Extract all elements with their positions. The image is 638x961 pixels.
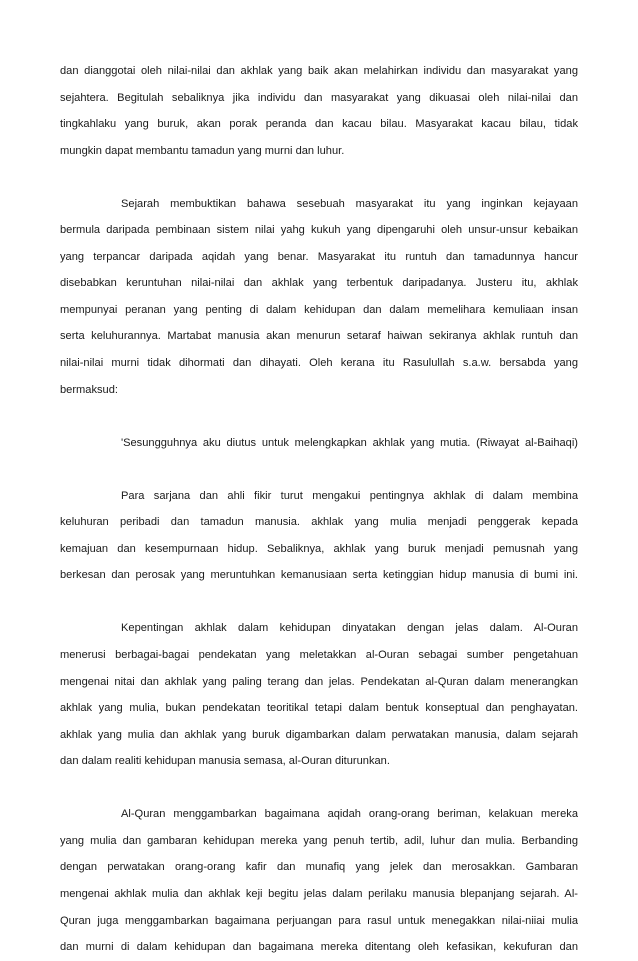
paragraph	[60, 801, 578, 960]
text-line: akhlak yang mulia dan akhlak yang buruk digambarkan dalam perwatakan manusia, dalam sejarah	[60, 728, 578, 741]
text-line: Al-Quran menggambarkan bagaimana aqidah orang-orang beriman, kelakuan mereka	[121, 808, 578, 821]
text-line: dengan perwatakan orang-orang kafir dan munafiq yang jelek dan merosakkan. Gambaran	[60, 861, 578, 874]
paragraph	[60, 483, 578, 589]
text-line: Sejarah membuktikan bahawa sesebuah masyarakat itu yang inginkan kejayaan	[121, 197, 578, 210]
quotation	[60, 430, 578, 457]
paragraph	[60, 615, 578, 774]
text-line: keluhuran peribadi dan tamadun manusia. akhlak yang mulia menjadi penggerak kepada	[60, 516, 578, 529]
text-line: yang mulia dan gambaran kehidupan mereka yang penuh tertib, adil, luhur dan mulia. Berbanding	[60, 834, 578, 847]
paragraph-gap	[60, 456, 578, 483]
text-line: bermaksud:	[60, 383, 118, 396]
text-line: mempunyai peranan yang penting di dalam kehidupan dan dalam memelihara kemuliaan insan	[60, 303, 578, 316]
text-line: mengenai nitai dan akhlak yang paling terang dan jelas. Pendekatan al-Quran dalam menerangkan	[60, 675, 578, 688]
text-line: kemajuan dan kesempurnaan hidup. Sebaliknya, akhlak yang buruk menjadi pemusnah yang	[60, 542, 578, 555]
text-line: berkesan dan perosak yang meruntuhkan kemanusiaan serta ketinggian hidup manusia di bumi ini.	[60, 569, 578, 582]
paragraph-gap	[60, 164, 578, 191]
document-page	[60, 58, 578, 961]
text-line: bermula daripada pembinaan sistem nilai yahg kukuh yang dipengaruhi oleh unsur-unsur kebaikan	[60, 224, 578, 237]
paragraph-gap	[60, 775, 578, 802]
text-line: 'Sesungguhnya aku diutus untuk melengkapkan akhlak yang mutia. (Riwayat al-Baihaqi)	[121, 436, 578, 449]
text-line: dan dianggotai oleh nilai-nilai dan akhlak yang baik akan melahirkan individu dan masyarakat yang	[60, 65, 578, 77]
paragraph	[60, 58, 578, 164]
text-line: nilai-nilai murni tidak dihormati dan dihayati. Oleh kerana itu Rasulullah s.a.w. bersabda yang	[60, 357, 578, 370]
text-line: dan murni di dalam kehidupan dan bagaimana mereka ditentang oleh kefasikan, kekufuran dan	[60, 941, 578, 954]
text-line: dan dalam realiti kehidupan manusia semasa, al-Ouran diturunkan.	[60, 755, 390, 768]
text-line: yang terpancar daripada aqidah yang benar. Masyarakat itu runtuh dan tamadunnya hancur	[60, 250, 578, 263]
text-line: akhlak yang mulia, bukan pendekatan teoritikal tetapi dalam bentuk konseptual dan penghayatan.	[60, 702, 578, 715]
text-line: Kepentingan akhlak dalam kehidupan dinyatakan dengan jelas dalam. Al-Ouran	[121, 622, 578, 635]
text-line: mungkin dapat membantu tamadun yang murni dan luhur.	[60, 144, 345, 157]
text-line: mengenai akhlak mulia dan akhlak keji begitu jelas dalam perilaku manusia blepanjang sejarah. Al-	[60, 887, 578, 900]
text-line: serta keluhurannya. Martabat manusia akan menurun setaraf haiwan sekiranya akhlak runtuh dan	[60, 330, 578, 343]
text-line: menerusi berbagai-bagai pendekatan yang meletakkan al-Ouran sebagai sumber pengetahuan	[60, 649, 578, 662]
text-line: Para sarjana dan ahli fikir turut mengakui pentingnya akhlak di dalam membina	[121, 489, 578, 502]
paragraph-gap	[60, 589, 578, 616]
text-line: sejahtera. Begitulah sebaliknya jika individu dan masyarakat yang dikuasai oleh nilai-nilai dan	[60, 91, 578, 104]
paragraph	[60, 191, 578, 403]
text-line: disebabkan keruntuhan nilai-nilai dan akhlak yang terbentuk daripadanya. Justeru itu, akhlak	[60, 277, 578, 290]
text-line: Quran juga menggambarkan bagaimana perjuangan para rasul untuk menegakkan nilai-niiai mulia	[60, 914, 578, 927]
paragraph-gap	[60, 403, 578, 430]
text-line: tingkahlaku yang buruk, akan porak peranda dan kacau bilau. Masyarakat kacau bilau, tidak	[60, 118, 578, 131]
